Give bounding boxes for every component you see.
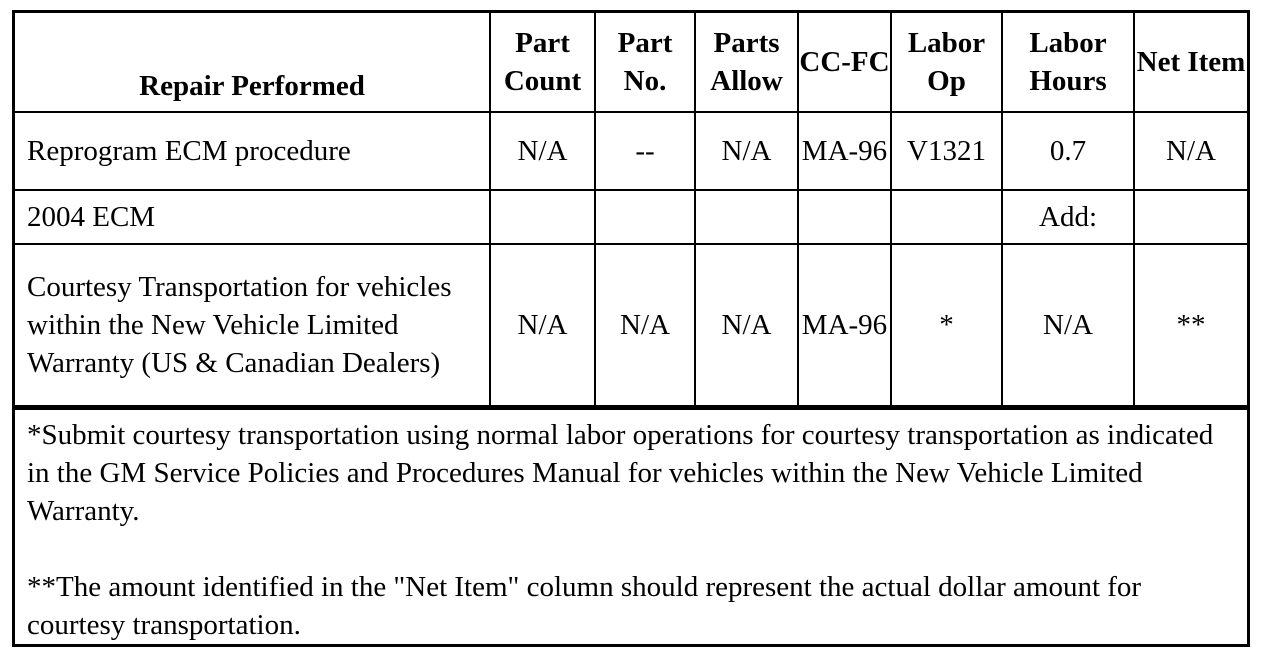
- labor-op-cell: [891, 190, 1002, 244]
- labor-hours-cell: 0.7: [1002, 112, 1134, 190]
- repair-cell: Reprogram ECM procedure: [15, 112, 490, 190]
- labor-op-cell: V1321: [891, 112, 1002, 190]
- footnote-courtesy-transport: *Submit courtesy transportation using normal labor operations for courtesy transportation as indicated in the GM Service Policies and Procedures Manual for vehicles within the New Vehicle Limited Warranty.: [27, 419, 1214, 527]
- part-count-cell: N/A: [490, 244, 595, 406]
- part-no-cell: [595, 190, 695, 244]
- net-item-cell: N/A: [1134, 112, 1247, 190]
- header-cc-fc: CC-FC: [798, 13, 891, 112]
- header-repair-performed: Repair Performed: [15, 13, 490, 112]
- cc-fc-cell: MA-96: [798, 112, 891, 190]
- header-labor-op: Labor Op: [891, 13, 1002, 112]
- footnotes: [15, 407, 1247, 644]
- header-row: [15, 13, 1247, 112]
- header-part-count: Part Count: [490, 13, 595, 112]
- parts-allow-cell: N/A: [695, 244, 798, 406]
- header-parts-allow: Parts Allow: [695, 13, 798, 112]
- header-net-item: Net Item: [1134, 13, 1247, 112]
- parts-allow-cell: [695, 190, 798, 244]
- header-part-no: Part No.: [595, 13, 695, 112]
- repair-cell: 2004 ECM: [15, 190, 490, 244]
- repair-table: [15, 13, 1247, 407]
- part-no-cell: N/A: [595, 244, 695, 406]
- part-no-cell: --: [595, 112, 695, 190]
- labor-op-cell: *: [891, 244, 1002, 406]
- part-count-cell: [490, 190, 595, 244]
- net-item-cell: [1134, 190, 1247, 244]
- header-labor-hours: Labor Hours: [1002, 13, 1134, 112]
- table-row: [15, 190, 1247, 244]
- cc-fc-cell: MA-96: [798, 244, 891, 406]
- net-item-cell: **: [1134, 244, 1247, 406]
- repair-table-document: [12, 10, 1250, 647]
- labor-hours-cell: Add:: [1002, 190, 1134, 244]
- table-row: [15, 112, 1247, 190]
- table-row: [15, 244, 1247, 406]
- cc-fc-cell: [798, 190, 891, 244]
- repair-cell: Courtesy Transportation for vehicles within the New Vehicle Limited Warranty (US & Canadian Dealers): [15, 244, 490, 406]
- footnote-net-item: **The amount identified in the "Net Item" column should represent the actual dollar amount for courtesy transportation.: [27, 571, 1142, 641]
- part-count-cell: N/A: [490, 112, 595, 190]
- labor-hours-cell: N/A: [1002, 244, 1134, 406]
- parts-allow-cell: N/A: [695, 112, 798, 190]
